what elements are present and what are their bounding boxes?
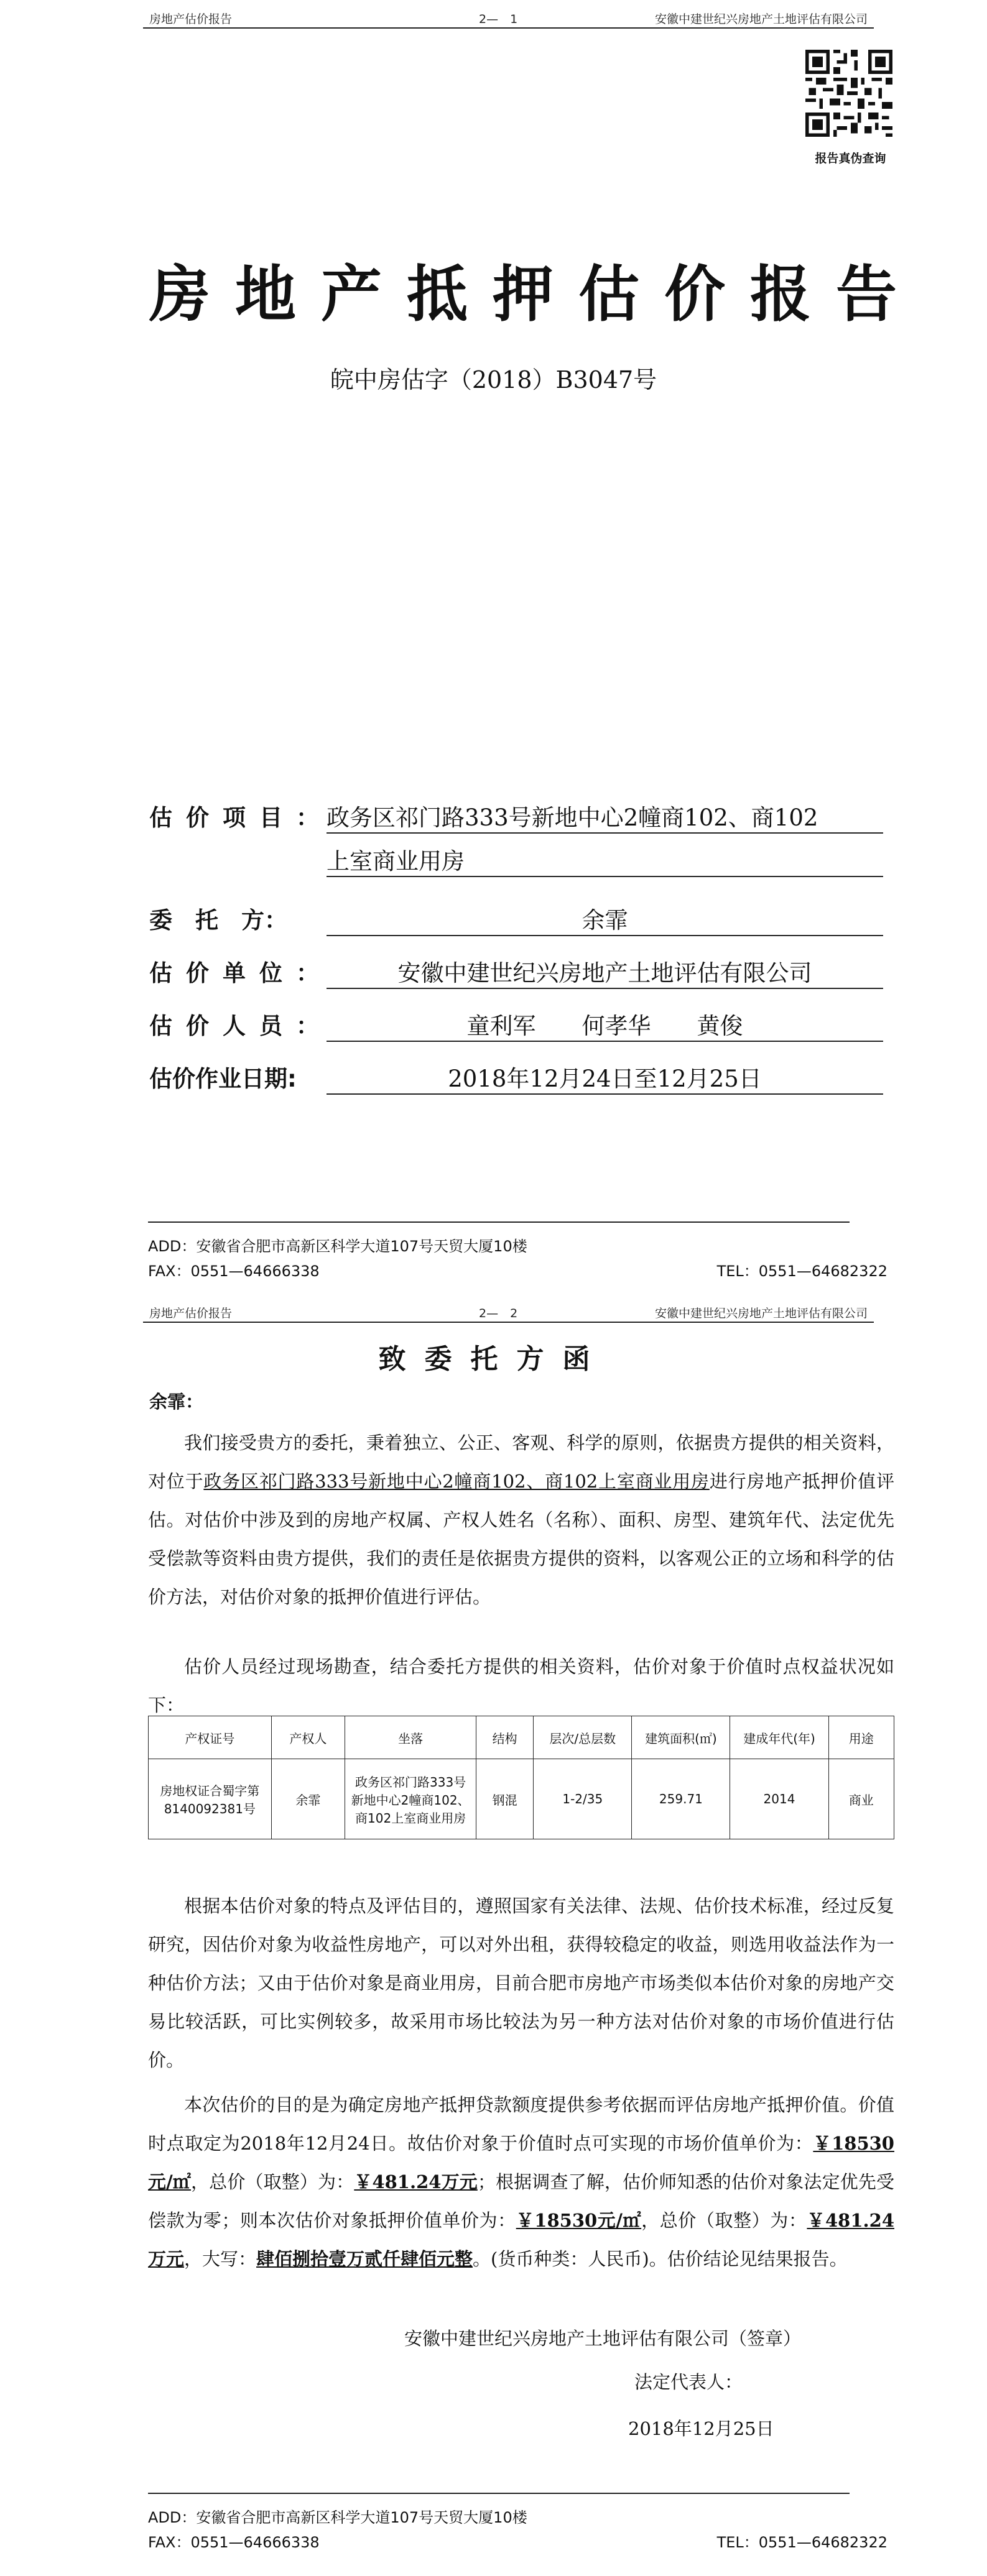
letter-title: 致委托方函	[378, 1343, 609, 1375]
footer-tel: TEL：0551—64682322	[716, 1263, 887, 1280]
header-left: 房地产估价报告	[149, 12, 233, 26]
td-usage: 商业	[828, 1759, 894, 1839]
staff-value: 童利军 何孝华 黄俊	[327, 1007, 883, 1042]
client-value: 余霏	[327, 901, 883, 936]
client-label: 委 托 方：	[149, 907, 287, 934]
header-page-number: 2— 1	[479, 12, 518, 26]
qr-code-icon[interactable]	[805, 50, 892, 137]
unit-label: 估价单位：	[149, 960, 333, 987]
table-header-row	[149, 1716, 894, 1759]
header-page-number: 2— 2	[479, 1307, 518, 1320]
table-row	[149, 1759, 894, 1839]
para1-text-b: 进行房地产抵押价值评估。对估价中涉及到的房地产权属、产权人姓名（名称）、面积、房型、建筑年代、法定优先受偿款等资料由贵方提供，我们的责任是依据贵方提供的资料，以客观公正的立场和科学的估价方法，对估价对象的抵押价值进行评估。	[148, 1471, 894, 1608]
market-unit-price: ￥18530元/㎡	[148, 2133, 894, 2192]
paragraph-2: 估价人员经过现场勘查，结合委托方提供的相关资料，估价对象于价值时点权益状况如下：	[148, 1656, 894, 1716]
td-year: 2014	[730, 1759, 828, 1839]
td-floor: 1-2/35	[534, 1759, 632, 1839]
signature-date: 2018年12月25日	[628, 2418, 774, 2439]
para4-text-d: ，总价（取整）为：	[641, 2210, 807, 2231]
th-floor: 层次/总层数	[534, 1716, 632, 1759]
unit-value: 安徽中建世纪兴房地产土地评估有限公司	[327, 954, 883, 989]
header-right: 安徽中建世纪兴房地产土地评估有限公司	[654, 12, 868, 26]
th-owner: 产权人	[271, 1716, 345, 1759]
property-table	[148, 1716, 894, 1839]
project-label: 估价项目：	[149, 804, 333, 831]
paragraph-4	[148, 2086, 894, 2278]
qr-caption: 报告真伪查询	[815, 152, 886, 165]
td-location: 政务区祁门路333号新地中心2幢商102、商102上室商业用房	[345, 1759, 476, 1839]
th-area: 建筑面积(㎡)	[632, 1716, 730, 1759]
staff-label: 估价人员：	[149, 1013, 333, 1039]
market-total-price: ￥481.24万元	[354, 2171, 478, 2192]
date-label: 估价作业日期:	[149, 1065, 297, 1092]
para4-text-c: ；根据调查了解，估价师知悉的估价对象法定优先受偿款为零；则本次估价对象抵押价值单价为：	[148, 2171, 894, 2231]
date-value: 2018年12月24日至12月25日	[327, 1060, 883, 1095]
mortgage-unit-price: ￥18530元/㎡	[516, 2210, 642, 2231]
report-title: 房地产抵押估价报告	[149, 259, 922, 330]
para4-text-a: 本次估价的目的是为确定房地产抵押贷款额度提供参考依据而评估房地产抵押价值。价值时点取定为2018年12月24日。故估价对象于价值时点可实现的市场价值单价为：	[148, 2094, 894, 2154]
footer-divider	[148, 1221, 850, 1223]
para4-text-b: ，总价（取整）为：	[191, 2171, 354, 2192]
footer-fax: FAX：0551—64666338	[148, 1263, 320, 1280]
td-owner: 余霏	[271, 1759, 345, 1839]
para4-text-e: ，大写：	[184, 2248, 257, 2270]
running-header	[143, 5, 874, 29]
th-usage: 用途	[828, 1716, 894, 1759]
total-in-words: 肆佰捌拾壹万贰仟肆佰元整	[256, 2248, 473, 2270]
footer-fax: FAX：0551—64666338	[148, 2534, 320, 2551]
para4-text-f: 。(货币种类：人民币)。估价结论见结果报告。	[473, 2248, 848, 2270]
report-number: 皖中房估字（2018）B3047号	[330, 366, 657, 393]
footer-address: ADD：安徽省合肥市高新区科学大道107号天贸大厦10楼	[148, 2509, 527, 2526]
letter-page	[0, 1299, 987, 2576]
th-cert: 产权证号	[149, 1716, 272, 1759]
para1-text-a: 我们接受贵方的委托，秉着独立、公正、客观、科学的原则，依据贵方提供的相关资料，对位于	[148, 1432, 894, 1492]
th-year: 建成年代(年)	[730, 1716, 828, 1759]
signature-representative: 法定代表人：	[634, 2371, 743, 2393]
project-value-line1: 政务区祁门路333号新地中心2幢商102、商102	[327, 799, 883, 834]
footer-address: ADD：安徽省合肥市高新区科学大道107号天贸大厦10楼	[148, 1238, 527, 1255]
salutation: 余霏：	[149, 1391, 204, 1412]
mortgage-total-price: ￥481.24万元	[148, 2210, 894, 2270]
td-cert: 房地权证合蜀字第8140092381号	[149, 1759, 272, 1839]
td-structure: 钢混	[476, 1759, 534, 1839]
paragraph-3: 根据本估价对象的特点及评估目的，遵照国家有关法律、法规、估价技术标准，经过反复研究，因估价对象为收益性房地产，可以对外出租，获得较稳定的收益，则选用收益法作为一种估价方法；又由于估价对象是商业用房，目前合肥市房地产市场类似本估价对象的房地产交易比较活跃，可比实例较多，故采用市场比较法为另一种方法对估价对象的市场价值进行估价。	[148, 1895, 894, 2071]
th-location: 坐落	[345, 1716, 476, 1759]
header-left: 房地产估价报告	[149, 1307, 233, 1320]
signature-company: 安徽中建世纪兴房地产土地评估有限公司（签章）	[404, 2328, 802, 2349]
running-header	[143, 1299, 874, 1323]
header-right: 安徽中建世纪兴房地产土地评估有限公司	[654, 1307, 868, 1320]
project-value-line2: 上室商业用房	[327, 842, 883, 877]
paragraph-1	[148, 1424, 894, 1616]
property-location: 政务区祁门路333号新地中心2幢商102、商102上室商业用房	[203, 1471, 710, 1492]
td-area: 259.71	[632, 1759, 730, 1839]
footer-tel: TEL：0551—64682322	[716, 2534, 887, 2551]
th-structure: 结构	[476, 1716, 534, 1759]
footer-divider	[148, 2493, 850, 2494]
